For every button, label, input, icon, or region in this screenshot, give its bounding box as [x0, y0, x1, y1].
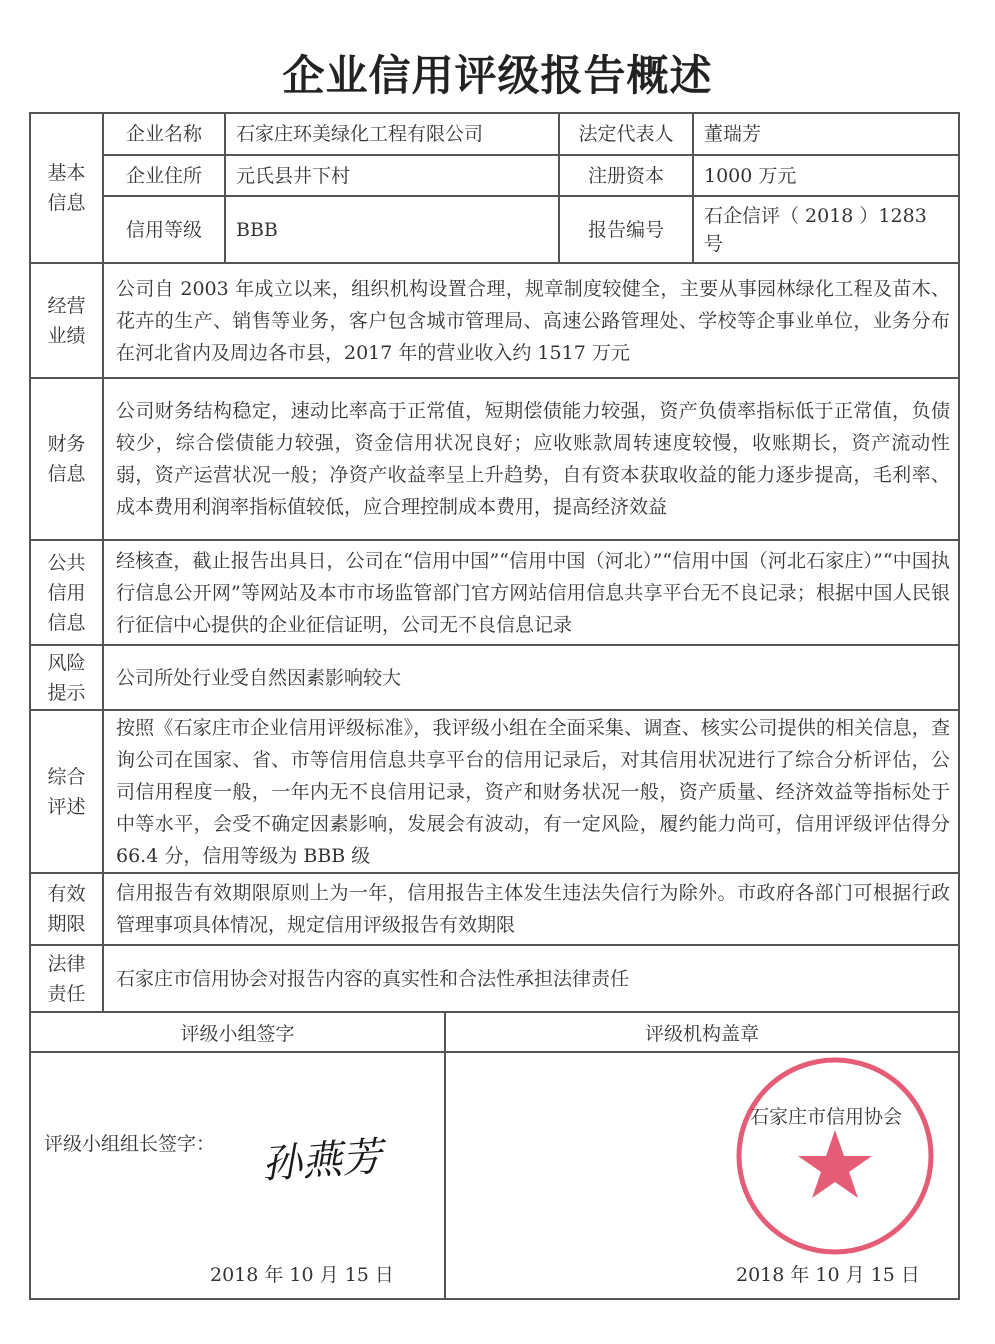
table-border-bottom	[29, 1298, 960, 1300]
table-border-right	[958, 112, 960, 1300]
team-leader-signature-label: 评级小组组长签字：	[44, 1133, 216, 1155]
section-label-legal	[31, 946, 102, 1011]
section-label-validity	[31, 874, 102, 944]
section-label-validity-text: 有效 期限	[47, 883, 86, 935]
report-number-value: 石企信评（ 2018 ）1283 号	[704, 204, 927, 255]
registered-capital-value: 1000 万元	[704, 164, 797, 187]
report-number-label: 报告编号	[587, 218, 664, 241]
row-divider	[29, 1051, 960, 1053]
section-label-public-credit	[31, 541, 102, 644]
legal-rep-value: 董瑞芳	[704, 123, 762, 145]
credit-rating-label: 信用等级	[125, 218, 202, 241]
company-name-label: 企业名称	[125, 123, 202, 145]
section-label-legal-text: 法律 责任	[47, 952, 86, 1005]
section-text-overall: 按照《石家庄市企业信用评级标准》，我评级小组在全面采集、调查、核实公司提供的相关信息，查询公司在国家、省、市等信用信息共享平台的信用记录后，对其信用状况进行了综合分析评估，公司信用程度一般，一年内无不良信用记录，资产和财务状况一般，资产质量、经济效益等指标处于中等水平，会受不确定因素影响，发展会有波动，有一定风险，履约能力尚可，信用评级评估得分 66.4 分，信用等级为 BBB 级	[116, 716, 950, 867]
signature-col-divider	[444, 1011, 446, 1299]
left-date: 2018 年 10 月 15 日	[210, 1264, 394, 1286]
basic-info-label-text: 基本 信息	[47, 162, 86, 214]
section-text-business: 公司自 2003 年成立以来，组织机构设置合理，规章制度较健全，主要从事园林绿化工程及苗木、花卉的生产、销售等业务，客户包含城市管理局、高速公路管理处、学校等企事业单位，业务分布在河北省内及周边各市县，2017 年的营业收入约 1517 万元	[116, 277, 950, 364]
company-name-value: 石家庄环美绿化工程有限公司	[236, 123, 484, 145]
rating-team-signature-header: 评级小组签字	[180, 1022, 295, 1045]
section-label-finance	[31, 379, 102, 539]
section-text-finance: 公司财务结构稳定，速动比率高于正常值，短期偿债能力较强，资产负债率指标低于正常值，负债较少，综合偿债能力较强，资金信用状况良好；应收账款周转速度较慢，收账期长，资产流动性弱，资产运营状况一般；净资产收益率呈上升趋势，自有资本获取收益的能力逐步提高，毛利率、成本费用利润率指标值较低，应合理控制成本费用，提高经济效益	[116, 400, 950, 518]
section-text-risk: 公司所处行业受自然因素影响较大	[116, 666, 402, 689]
section-label-finance-text: 财务 信息	[47, 433, 86, 485]
credit-rating-value: BBB	[236, 218, 278, 241]
section-label-business	[31, 264, 102, 377]
document-title: 企业信用评级报告概述	[282, 51, 713, 100]
section-label-public-credit-text: 公共 信用 信息	[47, 551, 86, 634]
team-leader-signature: 孙燕芳	[260, 1133, 384, 1189]
section-label-risk	[31, 646, 102, 709]
section-label-business-text: 经营 业绩	[47, 294, 86, 347]
section-label-risk-text: 风险 提示	[47, 651, 86, 704]
right-date: 2018 年 10 月 15 日	[736, 1264, 920, 1286]
legal-rep-label: 法定代表人	[578, 123, 674, 145]
rating-agency-seal-header: 评级机构盖章	[644, 1022, 759, 1045]
registered-capital-label: 注册资本	[587, 164, 664, 187]
basic-info-label	[31, 114, 102, 262]
section-text-public-credit: 经核查，截止报告出具日，公司在“信用中国”“信用中国（河北）”“信用中国（河北石家庄）”“中国执行信息公开网”等网站及本市市场监管部门官方网站信用信息共享平台无不良记录；根据中国人民银行征信中心提供的企业征信证明，公司无不良信息记录	[116, 549, 950, 636]
organization-seal	[722, 1056, 948, 1256]
section-text-legal: 石家庄市信用协会对报告内容的真实性和合法性承担法律责任	[116, 967, 630, 990]
section-label-overall	[31, 711, 102, 872]
section-label-overall-text: 综合 评述	[47, 765, 86, 818]
address-value: 元氏县井下村	[236, 164, 351, 187]
seal-star-icon	[798, 1130, 872, 1198]
section-text-validity: 信用报告有效期限原则上为一年，信用报告主体发生违法失信行为除外。市政府各部门可根据行政管理事项具体情况，规定信用评级报告有效期限	[116, 882, 950, 936]
organization-name: 石家庄市信用协会	[750, 1106, 903, 1128]
address-label: 企业住所	[125, 164, 202, 187]
